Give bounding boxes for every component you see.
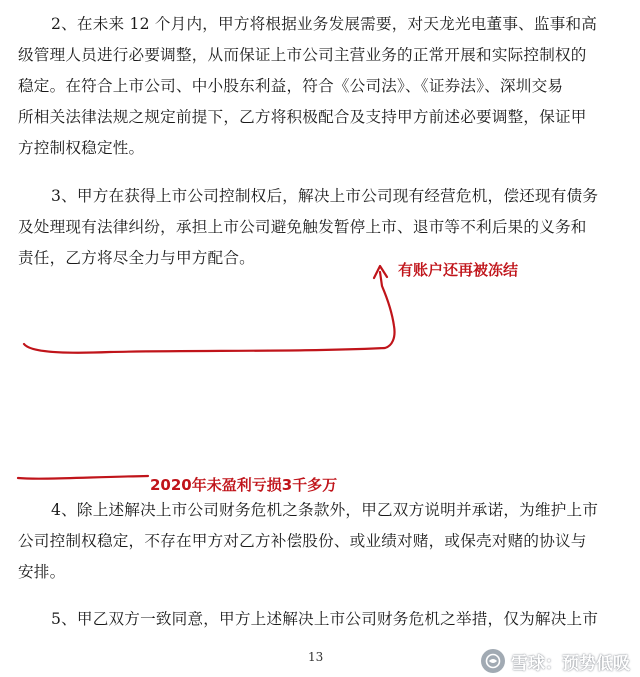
paragraph-4-line-1: 4、除上述解决上市公司财务危机之条款外，甲乙双方说明并承诺，为维护上市 [51, 501, 599, 519]
paragraph-5-line-1: 5、甲乙双方一致同意，甲方上述解决上市公司财务危机之举措，仅为解决上市 [51, 610, 599, 628]
account-underline-stroke [24, 272, 395, 353]
annotation-account-frozen: 有账户还再被冻结 [398, 261, 519, 279]
profit-underline-stroke [18, 476, 148, 479]
paragraph-3-line-3: 责任，乙方将尽全力与甲方配合。 [18, 249, 255, 267]
annotation-2020-loss: 2020年未盈利亏损3千多万 [150, 476, 338, 494]
paragraph-4-line-3: 安排。 [18, 563, 66, 581]
snowball-logo-icon [481, 649, 505, 673]
watermark-text: 雪球：预势低吸 [511, 653, 630, 674]
paragraph-2-line-1: 2、在未来 12 个月内，甲方将根据业务发展需要，对天龙光电董事、监事和高 [51, 15, 598, 33]
snowball-watermark [481, 648, 630, 674]
paragraph-2-line-4: 所相关法律法规之规定前提下，乙方将积极配合及支持甲方前述必要调整，保证甲 [18, 108, 587, 126]
page-number: 13 [308, 650, 324, 664]
paragraph-3-line-2: 及处理现有法律纠纷，承担上市公司避免触发暂停上市、退市等不利后果的义务和 [18, 218, 587, 236]
paragraph-2-line-3: 稳定。在符合上市公司、中小股东利益，符合《公司法》、《证券法》、深圳交易 [18, 77, 564, 95]
paragraph-2-line-2: 级管理人员进行必要调整，从而保证上市公司主营业务的正常开展和实际控制权的 [18, 46, 587, 64]
paragraph-2-line-5: 方控制权稳定性。 [18, 139, 145, 157]
paragraph-3-line-1: 3、甲方在获得上市公司控制权后，解决上市公司现有经营危机，偿还现有债务 [51, 187, 599, 205]
paragraph-4-line-2: 公司控制权稳定，不存在甲方对乙方补偿股份、或业绩对赌，或保壳对赌的协议与 [18, 532, 587, 550]
